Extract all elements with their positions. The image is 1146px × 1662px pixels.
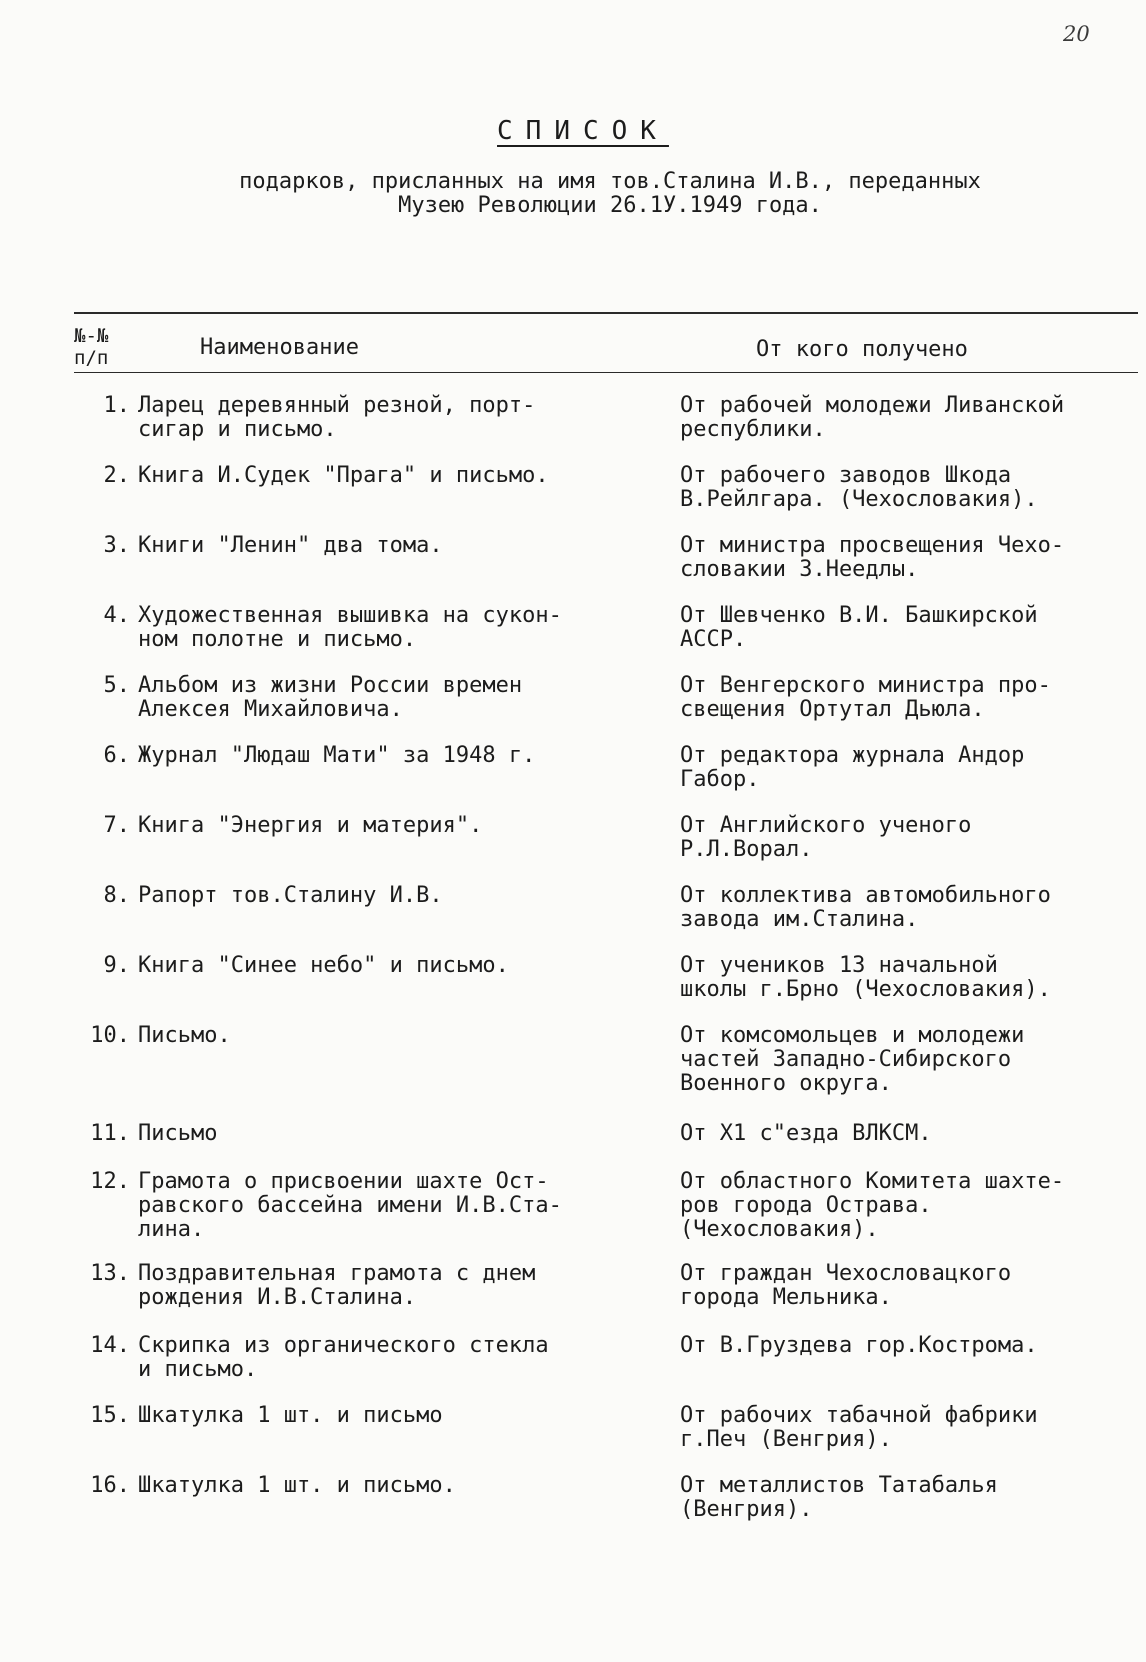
item-name: Книга "Энергия и материя".: [138, 813, 483, 838]
item-sender: От Х1 с"езда ВЛКСМ.: [680, 1121, 932, 1146]
table-top-rule: [74, 312, 1138, 314]
item-sender: От редактора журнала Андор Габор.: [680, 743, 1025, 792]
item-number: 4.: [103, 603, 130, 628]
item-number: 8.: [103, 883, 130, 908]
item-sender: От комсомольцев и молодежи частей Западно-Сибирского Военного округа.: [680, 1023, 1025, 1096]
item-sender: От рабочих табачной фабрики г.Печ (Венгрия).: [680, 1403, 1038, 1452]
item-number: 10.: [90, 1023, 130, 1048]
header-number: [74, 325, 108, 369]
document-title-text: СПИСОК: [497, 116, 669, 146]
item-number: 11.: [90, 1121, 130, 1146]
item-sender: От учеников 13 начальной школы г.Брно (Чехословакия).: [680, 953, 1051, 1002]
page-number: 20: [1063, 22, 1090, 46]
item-sender: От коллектива автомобильного завода им.Сталина.: [680, 883, 1051, 932]
item-sender: От Шевченко В.И. Башкирской АССР.: [680, 603, 1038, 652]
header-from: От кого получено: [756, 337, 968, 362]
item-name: Поздравительная грамота с днем рождения И.В.Сталина.: [138, 1261, 536, 1310]
item-number: 9.: [103, 953, 130, 978]
header-number-line-1: №-№: [74, 325, 109, 347]
item-name: Письмо: [138, 1121, 218, 1146]
item-sender: От областного Комитета шахте- ров города Острава. (Чехословакия).: [680, 1169, 1065, 1242]
subtitle-line-1: подарков, присланных на имя тов.Сталина И.В., переданных: [239, 169, 981, 194]
item-number: 7.: [103, 813, 130, 838]
item-name: Шкатулка 1 шт. и письмо.: [138, 1473, 456, 1498]
item-sender: От Английского ученого Р.Л.Ворал.: [680, 813, 972, 862]
item-sender: От граждан Чехословацкого города Мельника.: [680, 1261, 1012, 1310]
item-name: Ларец деревянный резной, порт- сигар и письмо.: [138, 393, 536, 442]
item-name: Книга "Синее небо" и письмо.: [138, 953, 509, 978]
header-number-line-2: п/п: [74, 347, 109, 369]
item-sender: От Венгерского министра про- свещения Ортутал Дьюла.: [680, 673, 1051, 722]
item-number: 3.: [103, 533, 130, 558]
item-name: Альбом из жизни России времен Алексея Михайловича.: [138, 673, 523, 722]
subtitle-line-2: Музею Революции 26.1У.1949 года.: [398, 193, 822, 218]
table-header-rule: [74, 372, 1138, 373]
item-name: Грамота о присвоении шахте Ост- равского бассейна имени И.В.Ста- лина.: [138, 1169, 562, 1242]
item-number: 12.: [90, 1169, 130, 1194]
item-sender: От В.Груздева гор.Кострома.: [680, 1333, 1038, 1358]
item-number: 16.: [90, 1473, 130, 1498]
item-number: 5.: [103, 673, 130, 698]
item-sender: От рабочего заводов Шкода В.Рейлгара. (Чехословакия).: [680, 463, 1038, 512]
item-number: 15.: [90, 1403, 130, 1428]
item-name: Художественная вышивка на сукон- ном полотне и письмо.: [138, 603, 562, 652]
document-title: [0, 116, 1146, 146]
item-name: Журнал "Людаш Мати" за 1948 г.: [138, 743, 536, 768]
item-name: Рапорт тов.Сталину И.В.: [138, 883, 443, 908]
item-name: Скрипка из органического стекла и письмо.: [138, 1333, 549, 1382]
item-number: 2.: [103, 463, 130, 488]
item-name: Письмо.: [138, 1023, 231, 1048]
item-sender: От металлистов Татабалья (Венгрия).: [680, 1473, 998, 1522]
item-number: 14.: [90, 1333, 130, 1358]
item-name: Шкатулка 1 шт. и письмо: [138, 1403, 443, 1428]
item-number: 6.: [103, 743, 130, 768]
item-name: Книга И.Судек "Прага" и письмо.: [138, 463, 549, 488]
item-number: 13.: [90, 1261, 130, 1286]
document-subtitle: [150, 170, 1070, 218]
item-number: 1.: [103, 393, 130, 418]
header-name: Наименование: [200, 335, 359, 360]
item-name: Книги "Ленин" два тома.: [138, 533, 443, 558]
item-sender: От министра просвещения Чехо- словакии З.Неедлы.: [680, 533, 1065, 582]
item-sender: От рабочей молодежи Ливанской республики.: [680, 393, 1065, 442]
